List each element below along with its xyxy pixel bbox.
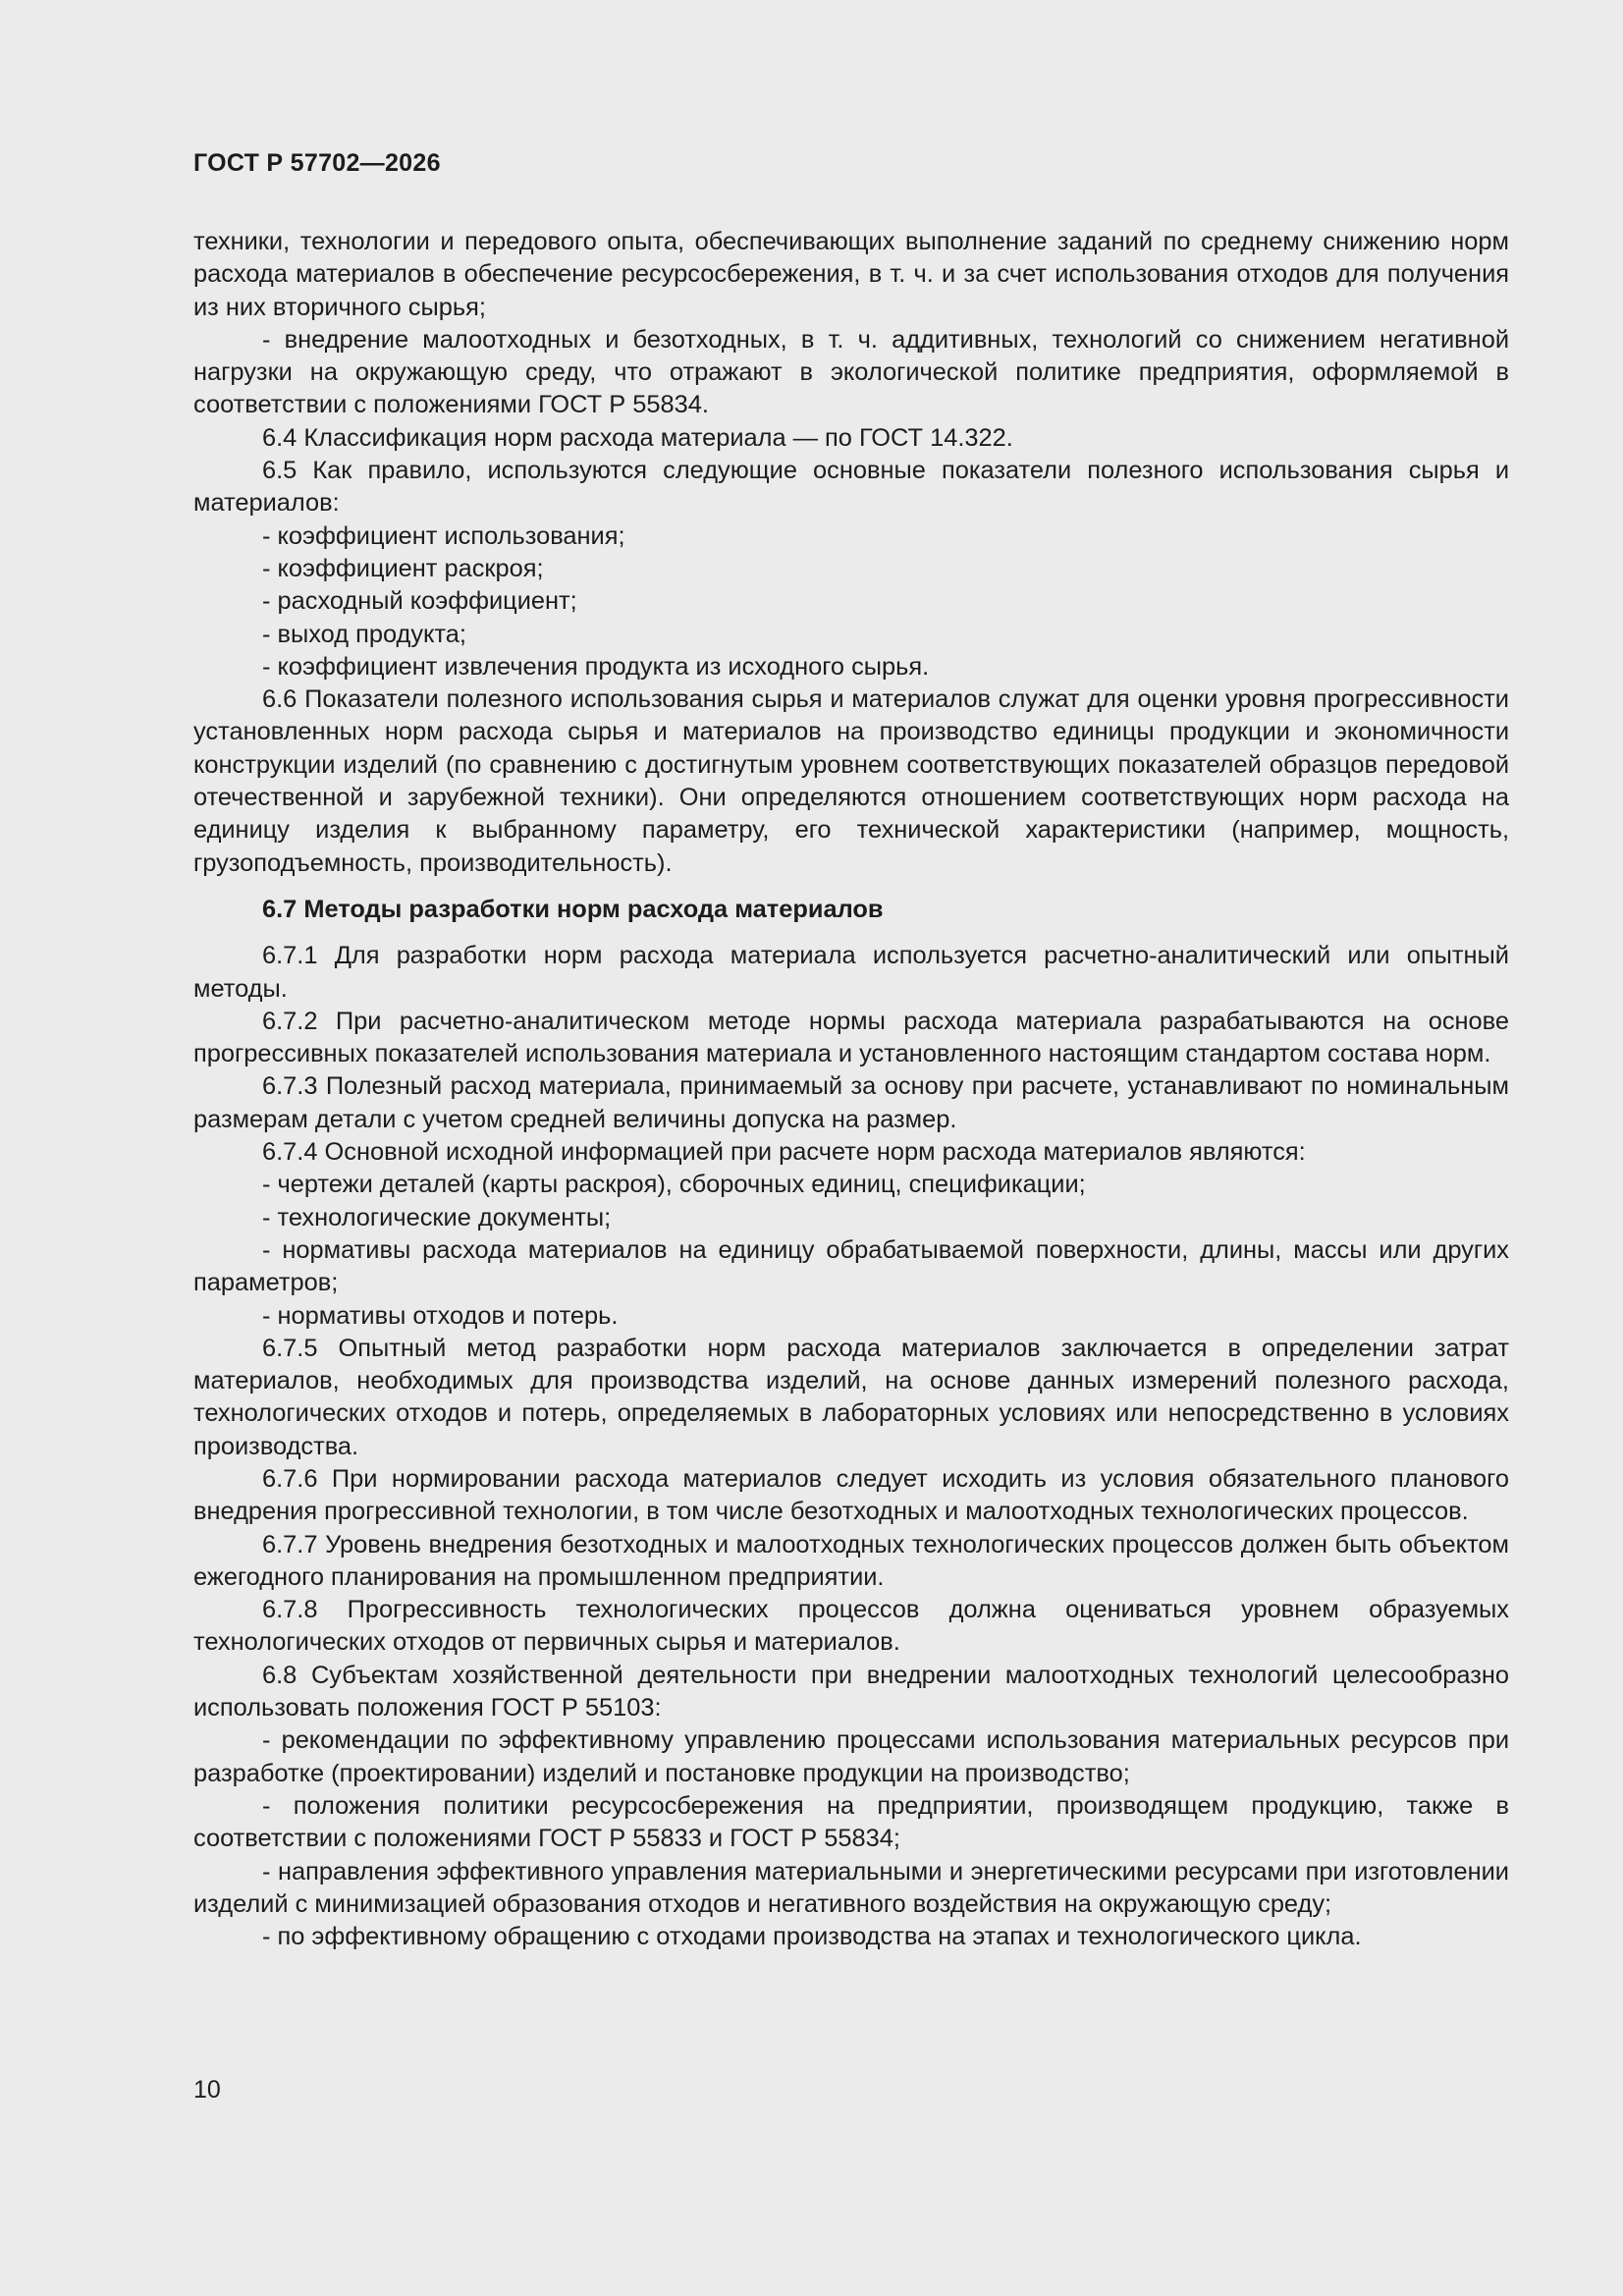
paragraph: 6.7.5 Опытный метод разработки норм расхода материалов заключается в определении затрат материалов, необходимых для производства изделий, на основе данных измерений полезного расхода, технологических отходов и потерь, определяемых в лабораторных условиях или непосредственно в условиях производства.	[193, 1334, 1509, 1460]
document-page	[193, 147, 1509, 1953]
paragraph: 6.7.8 Прогрессивность технологических процессов должна оцениваться уровнем образуемых технологических отходов от первичных сырья и материалов.	[193, 1596, 1509, 1657]
list-item: - расходный коэффициент;	[262, 587, 577, 616]
document-header: ГОСТ Р 57702—2026	[193, 149, 441, 177]
paragraph: техники, технологии и передового опыта, обеспечивающих выполнение заданий по среднему снижению норм расхода материалов в обеспечение ресурсосбережения, в т. ч. и за счет использования отходов для получения из них вторичного сырья;	[193, 228, 1509, 321]
list-item: - коэффициент использования;	[262, 521, 625, 550]
paragraph: 6.7.3 Полезный расход материала, принимаемый за основу при расчете, устанавливают по номинальным размерам детали с учетом средней величины допуска на размер.	[193, 1072, 1509, 1133]
section-heading: 6.7 Методы разработки норм расхода материалов	[262, 895, 884, 923]
document-body	[193, 226, 1509, 1953]
list-item: - выход продукта;	[262, 620, 466, 648]
list-item: - нормативы отходов и потерь.	[262, 1301, 619, 1330]
list-item: - коэффициент раскроя;	[262, 554, 544, 582]
paragraph: 6.7.6 При нормировании расхода материалов следует исходить из условия обязательного планового внедрения прогрессивной технологии, в том числе безотходных и малоотходных технологических процессов.	[193, 1464, 1509, 1526]
paragraph: 6.7.7 Уровень внедрения безотходных и малоотходных технологических процессов должен быть объектом ежегодного планирования на промышленном предприятии.	[193, 1530, 1509, 1591]
paragraph: 6.4 Классификация норм расхода материала — по ГОСТ 14.322.	[262, 423, 1013, 452]
paragraph: 6.7.2 При расчетно-аналитическом методе нормы расхода материала разрабатываются на основе прогрессивных показателей использования материала и установленного настоящим стандартом состава норм.	[193, 1007, 1509, 1068]
list-item: - направления эффективного управления материальными и энергетическими ресурсами при изготовлении изделий с минимизацией образования отходов и негативного воздействия на окружающую среду;	[193, 1857, 1509, 1918]
list-item: - внедрение малоотходных и безотходных, в т. ч. аддитивных, технологий со снижением негативной нагрузки на окружающую среду, что отражают в экологической политике предприятия, оформляемой в соответствии с положениями ГОСТ Р 55834.	[193, 325, 1509, 419]
list-item: - чертежи деталей (карты раскроя), сборочных единиц, спецификации;	[262, 1171, 1086, 1199]
paragraph: 6.5 Как правило, используются следующие основные показатели полезного использования сырья и материалов:	[193, 457, 1509, 518]
paragraph: 6.7.4 Основной исходной информацией при расчете норм расхода материалов являются:	[262, 1138, 1306, 1167]
list-item: - коэффициент извлечения продукта из исходного сырья.	[262, 652, 930, 681]
paragraph: 6.7.1 Для разработки норм расхода материала используется расчетно-аналитический или опытный методы.	[193, 942, 1509, 1003]
page-number: 10	[193, 2076, 221, 2104]
list-item: - положения политики ресурсосбережения на предприятии, производящем продукцию, также в соответствии с положениями ГОСТ Р 55833 и ГОСТ Р 55834;	[193, 1791, 1509, 1853]
paragraph: 6.6 Показатели полезного использования сырья и материалов служат для оценки уровня прогрессивности установленных норм расхода сырья и материалов на производство единицы продукции и экономичности конструкции изделий (по сравнению с достигнутым уровнем соответствующих показателей образцов передовой отечественной и зарубежной техники). Они определяются отношением соответствующих норм расхода на единицу изделия к выбранному параметру, его технической характеристики (например, мощность, грузоподъемность, производительность).	[193, 685, 1509, 877]
list-item: - по эффективному обращению с отходами производства на этапах и технологического цикла.	[262, 1923, 1362, 1951]
list-item: - рекомендации по эффективному управлению процессами использования материальных ресурсов при разработке (проектировании) изделий и постановке продукции на производство;	[193, 1726, 1509, 1787]
list-item: - нормативы расхода материалов на единицу обрабатываемой поверхности, длины, массы или других параметров;	[193, 1235, 1509, 1297]
paragraph: 6.8 Субъектам хозяйственной деятельности при внедрении малоотходных технологий целесообразно использовать положения ГОСТ Р 55103:	[193, 1661, 1509, 1722]
list-item: - технологические документы;	[262, 1203, 612, 1231]
